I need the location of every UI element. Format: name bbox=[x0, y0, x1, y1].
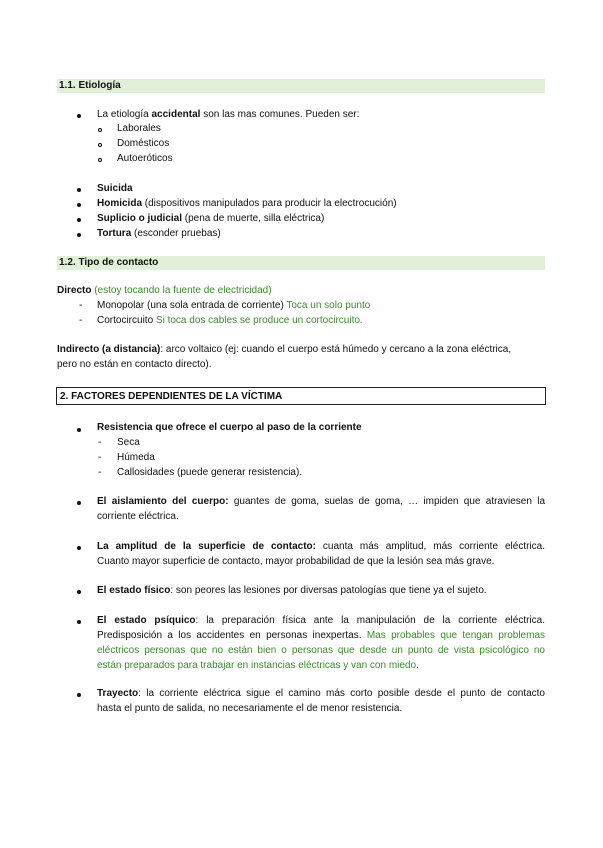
bullet-icon bbox=[77, 203, 81, 207]
dash-bullet: - bbox=[79, 300, 83, 311]
section-heading-1-1 bbox=[57, 79, 545, 93]
bullet-icon bbox=[77, 218, 81, 222]
factor-amplitud: La amplitud de la superficie de contacto: cuanta más amplitud, más corriente eléctrica. bbox=[97, 541, 545, 552]
bullet-icon bbox=[77, 620, 81, 624]
section-title: 1.1. Etiología bbox=[59, 80, 121, 91]
bullet-icon bbox=[77, 233, 81, 237]
dash-bullet: - bbox=[79, 315, 83, 326]
indirecto-line: Indirecto (a distancia): arco voltaico (ej: cuando el cuerpo está húmedo y cercano a la zona eléctrica, bbox=[57, 344, 512, 355]
sub-item: Laborales bbox=[117, 123, 161, 134]
factor-trayecto: Trayecto: la corriente eléctrica sigue el camino más corto posible desde el punto de contacto bbox=[97, 688, 545, 699]
bullet-icon bbox=[77, 428, 81, 432]
bullet-icon bbox=[77, 114, 81, 118]
factor-fisico: El estado físico: son peores las lesiones por diversas patologías que tiene ya el sujeto. bbox=[97, 585, 487, 596]
directo-item: Monopolar (una sola entrada de corriente) Toca un solo punto bbox=[97, 300, 371, 311]
list-item: Homicida (dispositivos manipulados para producir la electrocución) bbox=[97, 198, 397, 209]
bullet-icon bbox=[77, 501, 81, 505]
factor-amplitud-2: Cuanto mayor superficie de contacto, mayor probabilidad de que la lesión sea más grave. bbox=[97, 556, 495, 567]
circle-bullet-icon bbox=[98, 128, 102, 132]
dash-bullet: - bbox=[98, 467, 102, 478]
bullet-icon bbox=[77, 693, 81, 697]
factor-aislamiento-2: corriente eléctrica. bbox=[97, 511, 179, 522]
etiology-intro: La etiología accidental son las mas comunes. Pueden ser: bbox=[97, 109, 360, 120]
list-item: Tortura (esconder pruebas) bbox=[97, 228, 221, 239]
section-title: 2. FACTORES DEPENDIENTES DE LA VÍCTIMA bbox=[60, 391, 283, 402]
sub-item: Seca bbox=[117, 437, 140, 448]
directo-line: Directo (estoy tocando la fuente de electricidad) bbox=[57, 285, 272, 296]
dash-bullet: - bbox=[98, 437, 102, 448]
circle-bullet-icon bbox=[98, 143, 102, 147]
sub-item: Callosidades (puede generar resistencia). bbox=[117, 467, 303, 478]
factor-trayecto-2: hasta el punto de salida, no necesariamente el de menor resistencia. bbox=[97, 703, 403, 714]
factor-psiquico-3: eléctricos personas que no están bien o personas que desde un punto de vista psicológico no bbox=[97, 645, 545, 656]
dash-bullet: - bbox=[98, 452, 102, 463]
sub-item: Domésticos bbox=[117, 138, 170, 149]
bullet-icon bbox=[77, 546, 81, 550]
list-item: Suplicio o judicial (pena de muerte, silla eléctrica) bbox=[97, 213, 325, 224]
sub-item: Húmeda bbox=[117, 452, 155, 463]
factor-psiquico: El estado psíquico: la preparación física ante la manipulación de la corriente eléctrica. bbox=[97, 615, 545, 626]
section-heading-2 bbox=[56, 387, 546, 405]
factor-psiquico-4: están preparados para trabajar en instancias eléctricas y van con miedo. bbox=[97, 660, 419, 671]
section-heading-1-2 bbox=[57, 256, 545, 270]
list-item: Suicida bbox=[97, 183, 133, 194]
factor-resistencia: Resistencia que ofrece el cuerpo al paso de la corriente bbox=[97, 422, 362, 433]
bullet-icon bbox=[77, 590, 81, 594]
indirecto-line-2: pero no están en contacto directo). bbox=[57, 359, 212, 370]
section-title: 1.2. Tipo de contacto bbox=[59, 257, 159, 268]
circle-bullet-icon bbox=[98, 158, 102, 162]
directo-item: Cortocircuito Si toca dos cables se produce un cortocircuito. bbox=[97, 315, 363, 326]
factor-aislamiento: El aislamiento del cuerpo: guantes de goma, suelas de goma, … impiden que atraviesen la bbox=[97, 496, 545, 507]
factor-psiquico-2: Predisposición a los accidentes en personas inexpertas. Mas probables que tengan problemas bbox=[97, 630, 546, 641]
sub-item: Autoeróticos bbox=[117, 153, 173, 164]
bullet-icon bbox=[77, 188, 81, 192]
